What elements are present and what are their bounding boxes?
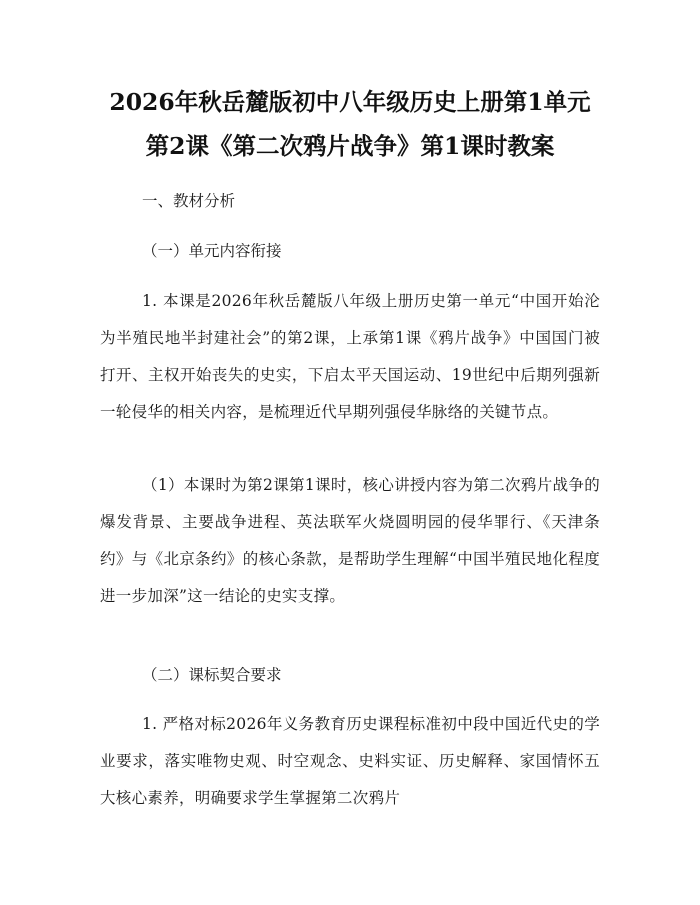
paragraph-curriculum-standards: 1. 严格对标2026年义务教育历史课程标准初中段中国近代史的学业要求，落实唯物史观、时空观念、史料实证、历史解释、家国情怀五大核心素养，明确要求学生掌握第二次鸦片 [100, 715, 600, 807]
document-title: 2026年秋岳麓版初中八年级历史上册第1单元第2课《第二次鸦片战争》第1课时教案 [109, 88, 591, 160]
subsection-heading-unit-connection: （一）单元内容衔接 [142, 242, 282, 260]
subsection-heading-curriculum-standards: （二）课标契合要求 [142, 666, 282, 684]
paragraph-unit-connection: 1. 本课是2026年秋岳麓版八年级上册历史第一单元“中国开始沦为半殖民地半封建社会”的第2课，上承第1课《鸦片战争》中国国门被打开、主权开始丧失的史实，下启太平天国运动、19世纪中后期列强新一轮侵华的相关内容，是梳理近代早期列强侵华脉络的关键节点。 [100, 292, 600, 421]
paragraph-lesson-content: （1）本课时为第2课第1课时，核心讲授内容为第二次鸦片战争的爆发背景、主要战争进程、英法联军火烧圆明园的侵华罪行、《天津条约》与《北京条约》的核心条款，是帮助学生理解“中国半殖民地化程度进一步加深”这一结论的史实支撑。 [100, 476, 600, 605]
section-heading-textbook-analysis: 一、教材分析 [142, 192, 236, 210]
